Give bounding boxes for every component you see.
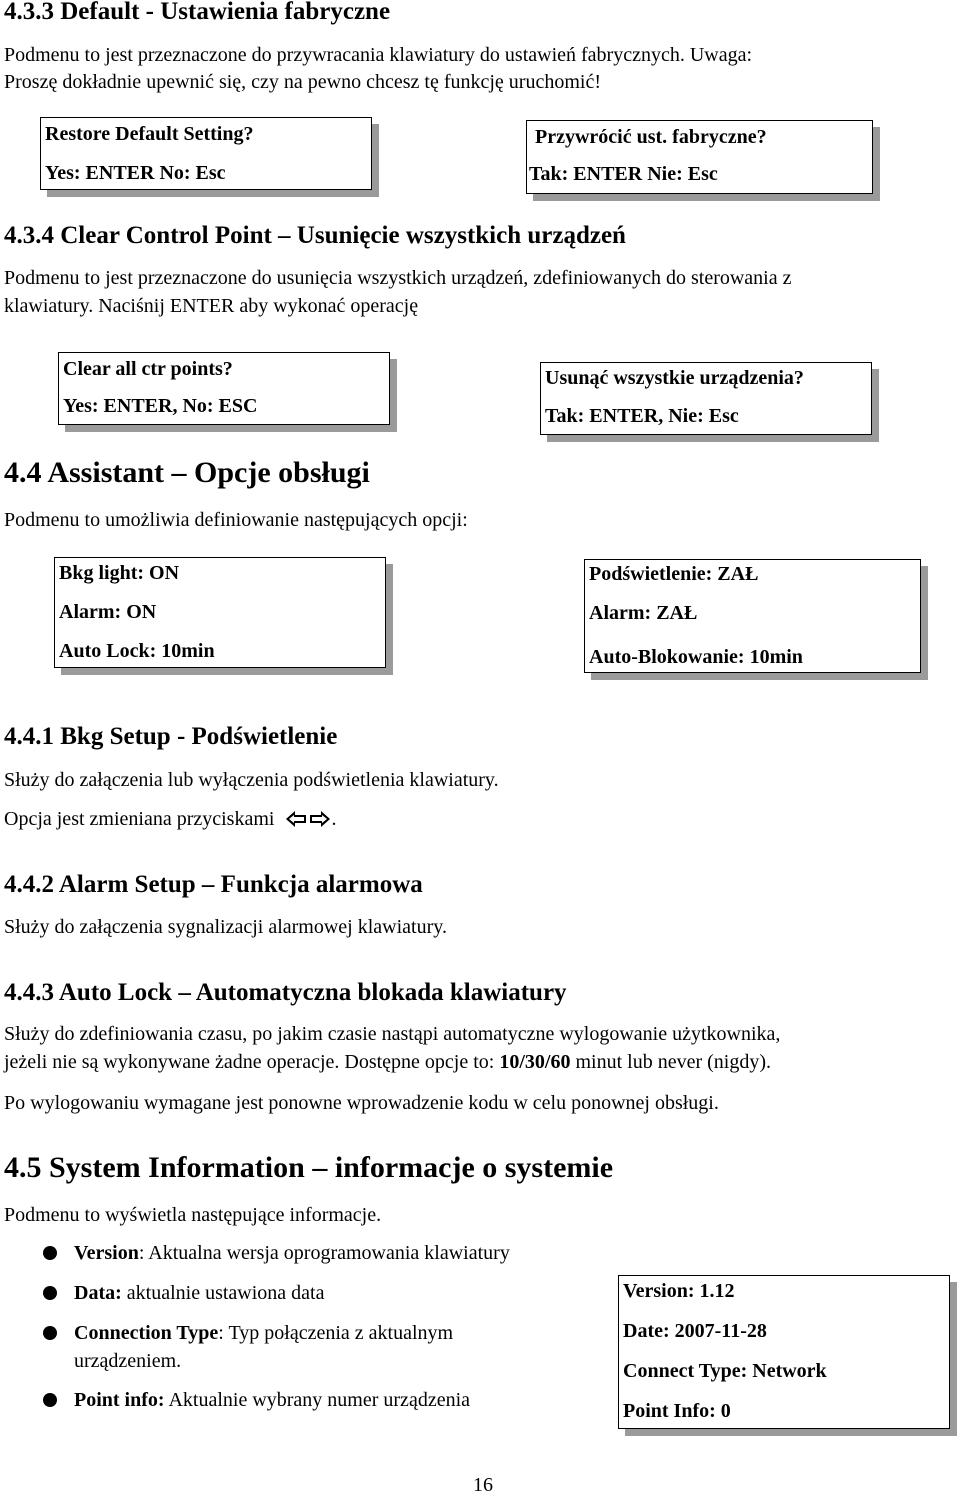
section-heading-4-4: 4.4 Assistant – Opcje obsługi (4, 456, 370, 489)
bullet-item-connection-type (74, 1318, 453, 1348)
paragraph-line: Służy do załączenia sygnalizacji alarmowej klawiatury. (4, 916, 447, 938)
lcd-box-system-info (618, 1275, 950, 1429)
bullet-text: aktualnie ustawiona data (121, 1282, 325, 1304)
lcd-box-assistant-en (54, 557, 386, 668)
lcd-line: Version: 1.12 (623, 1280, 735, 1302)
bullet-icon (43, 1326, 57, 1340)
lcd-box-restore-pl (526, 120, 873, 194)
lcd-line: Yes: ENTER, No: ESC (63, 395, 258, 417)
paragraph-line-arrows (4, 804, 336, 834)
bullet-term: Version (74, 1242, 139, 1264)
lcd-line: Podświetlenie: ZAŁ (589, 563, 759, 585)
lcd-line: Yes: ENTER No: Esc (45, 162, 226, 184)
bullet-item-data (74, 1278, 324, 1308)
lcd-line: Alarm: ZAŁ (589, 602, 698, 624)
paragraph-line: Podmenu to jest przeznaczone do przywracania klawiatury do ustawień fabrycznych. Uwaga: (4, 44, 753, 66)
paragraph-line: klawiatury. Naciśnij ENTER aby wykonać operację (4, 295, 419, 317)
bullet-icon (43, 1246, 57, 1260)
right-arrow-icon (310, 811, 330, 827)
lcd-line: Auto Lock: 10min (59, 640, 215, 662)
paragraph-line: Podmenu to umożliwia definiowanie następujących opcji: (4, 509, 468, 531)
paragraph-line: Służy do załączenia lub wyłączenia podświetlenia klawiatury. (4, 769, 499, 791)
lcd-line: Clear all ctr points? (63, 358, 233, 380)
bullet-term: Point info: (74, 1389, 165, 1411)
lcd-line: Bkg light: ON (59, 562, 180, 584)
bullet-item-point-info (74, 1385, 470, 1415)
page-number: 16 (473, 1474, 493, 1496)
left-right-arrows-icon (285, 810, 331, 828)
lcd-line: Tak: ENTER Nie: Esc (529, 163, 718, 185)
left-arrow-icon (286, 811, 306, 827)
section-heading-4-4-1: 4.4.1 Bkg Setup - Podświetlenie (4, 723, 338, 750)
options-value: 10/30/60 (499, 1051, 571, 1073)
bullet-text: : Aktualna wersja oprogramowania klawiatury (138, 1242, 510, 1264)
lcd-box-assistant-pl (584, 559, 921, 673)
paragraph-line: Po wylogowaniu wymagane jest ponowne wprowadzenie kodu w celu ponownej obsługi. (4, 1092, 719, 1114)
bullet-text: Aktualnie wybrany numer urządzenia (164, 1389, 471, 1411)
section-heading-4-4-3: 4.4.3 Auto Lock – Automatyczna blokada klawiatury (4, 979, 567, 1006)
lcd-line: Date: 2007-11-28 (623, 1320, 767, 1342)
lcd-box-restore-en (40, 117, 372, 190)
bullet-term: Connection Type (74, 1322, 219, 1344)
section-heading-4-5: 4.5 System Information – informacje o systemie (4, 1151, 614, 1184)
section-heading-4-4-2: 4.4.2 Alarm Setup – Funkcja alarmowa (4, 871, 423, 898)
lcd-line: Connect Type: Network (623, 1360, 827, 1382)
paragraph-line (4, 1047, 771, 1077)
section-heading-4-3-4: 4.3.4 Clear Control Point – Usunięcie wszystkich urządzeń (4, 222, 626, 249)
lcd-line: Przywrócić ust. fabryczne? (535, 126, 767, 148)
lcd-line: Point Info: 0 (623, 1400, 731, 1422)
lcd-box-clear-pl (540, 362, 872, 435)
bullet-term: Data: (74, 1282, 122, 1304)
paragraph-text: jeżeli nie są wykonywane żadne operacje. Dostępne opcje to: (4, 1051, 500, 1073)
bullet-icon (43, 1393, 57, 1407)
paragraph-text: minut lub never (nigdy). (570, 1051, 772, 1073)
lcd-line: Tak: ENTER, Nie: Esc (545, 405, 739, 427)
bullet-text-continued: urządzeniem. (74, 1350, 182, 1372)
lcd-box-clear-en (58, 352, 390, 425)
paragraph-line: Służy do zdefiniowania czasu, po jakim czasie nastąpi automatyczne wylogowanie użytkownika, (4, 1023, 781, 1045)
bullet-icon (43, 1286, 57, 1300)
lcd-line: Auto-Blokowanie: 10min (589, 646, 803, 668)
lcd-line: Alarm: ON (59, 601, 157, 623)
paragraph-text: . (331, 808, 337, 830)
paragraph-text: Opcja jest zmieniana przyciskami (4, 808, 275, 830)
bullet-text: : Typ połączenia z aktualnym (218, 1322, 454, 1344)
lcd-line: Restore Default Setting? (45, 123, 254, 145)
section-heading-4-3-3: 4.3.3 Default - Ustawienia fabryczne (4, 0, 391, 25)
paragraph-line: Proszę dokładnie upewnić się, czy na pewno chcesz tę funkcję uruchomić! (4, 71, 601, 93)
paragraph-line: Podmenu to jest przeznaczone do usunięcia wszystkich urządzeń, zdefiniowanych do sterowania z (4, 267, 792, 289)
bullet-item-version (74, 1238, 510, 1268)
paragraph-line: Podmenu to wyświetla następujące informacje. (4, 1204, 382, 1226)
lcd-line: Usunąć wszystkie urządzenia? (545, 367, 804, 389)
